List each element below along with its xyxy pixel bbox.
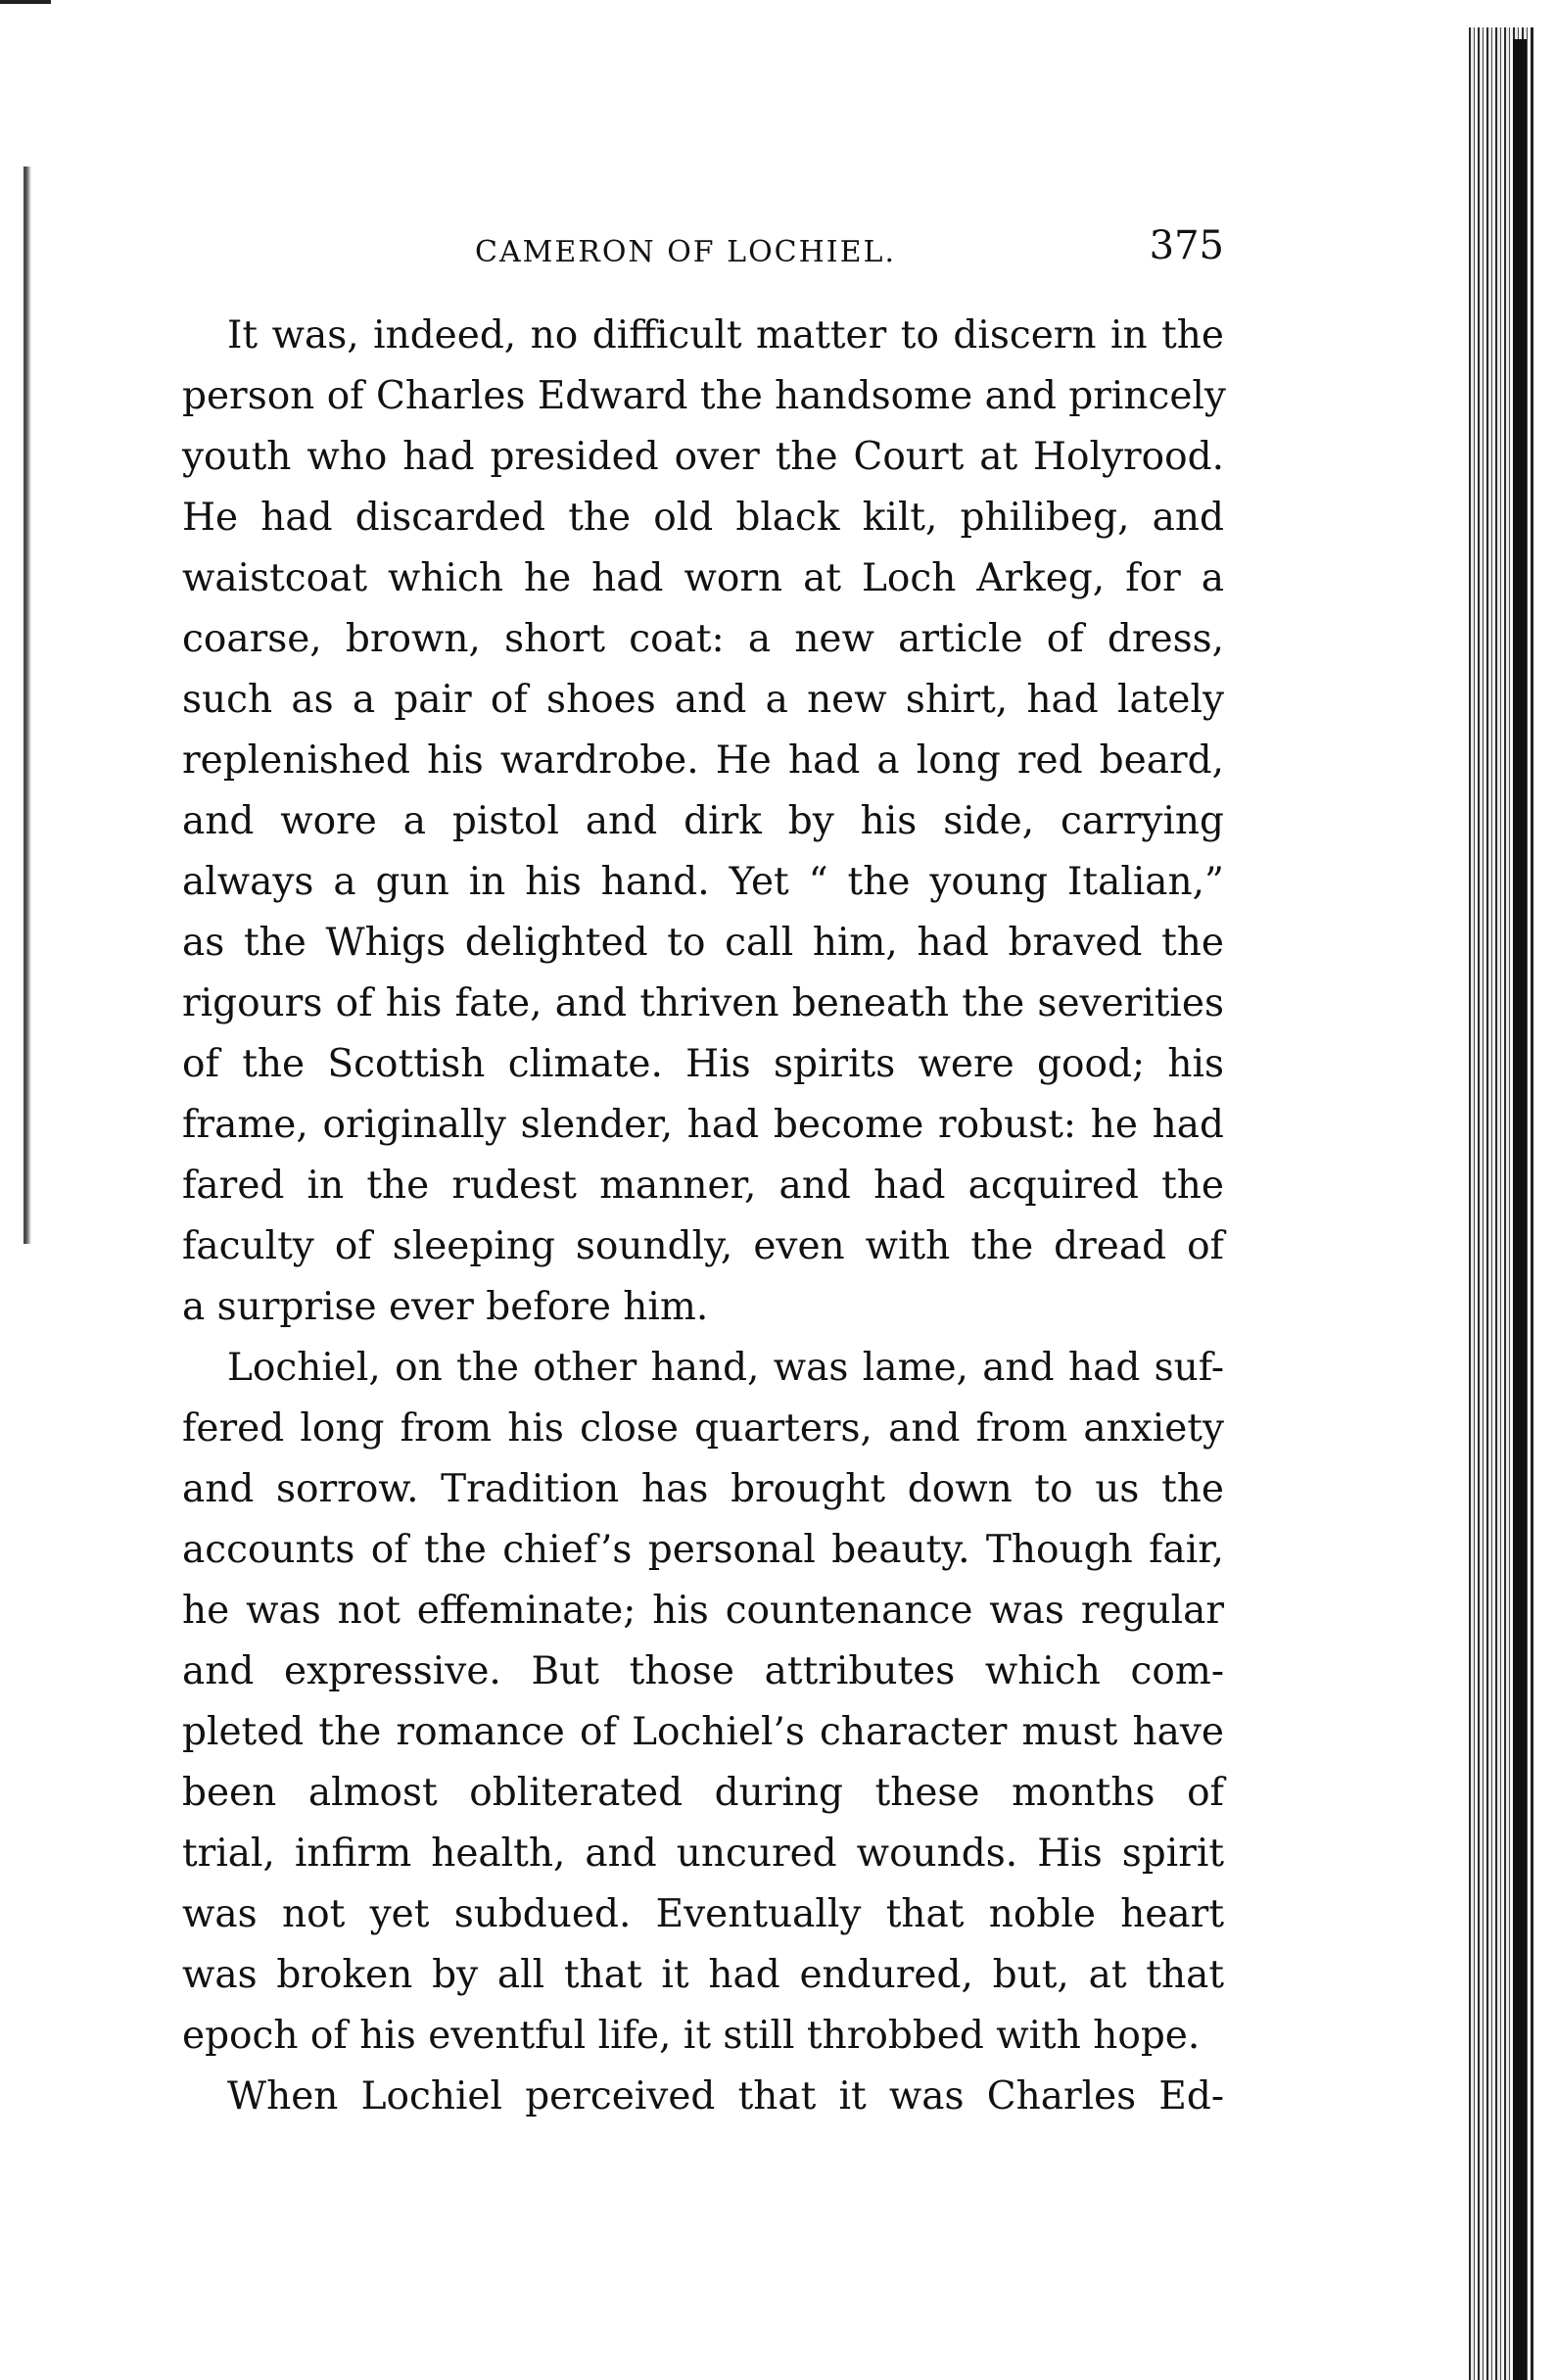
text-line: a surprise ever before him. [182,1285,709,1329]
text-line: always a gun in his hand. Yet “ the young Italian,” [182,860,1224,904]
text-line: waistcoat which he had worn at Loch Arkeg, for a [182,556,1224,600]
page-header [186,223,1224,282]
text-line: Lochiel, on the other hand, was lame, and had suf- [227,1346,1224,1390]
text-line: such as a pair of shoes and a new shirt, had lately [182,678,1224,722]
scan-artifact-binding-dark [1513,39,1527,2380]
text-line: coarse, brown, short coat: a new article of dress, [182,617,1224,661]
body-text [182,306,1224,2127]
text-line: He had discarded the old black kilt, philibeg, and [182,496,1224,540]
scan-artifact-binding-edge [1531,27,1556,2380]
text-line: of the Scottish climate. His spirits were good; his [182,1042,1224,1086]
text-line: and expressive. But those attributes which com- [182,1649,1224,1693]
text-line: been almost obliterated during these months of [182,1771,1224,1815]
text-line: was not yet subdued. Eventually that noble heart [182,1892,1224,1936]
page-number: 375 [1149,223,1224,268]
running-head: CAMERON OF LOCHIEL. [475,235,896,269]
paragraph-2 [182,1338,1224,2067]
text-line: he was not effeminate; his countenance was regular [182,1589,1224,1633]
text-line: fared in the rudest manner, and had acquired the [182,1164,1224,1208]
paragraph-3 [182,2067,1224,2127]
text-line: person of Charles Edward the handsome and princely [182,374,1226,418]
scan-artifact-top [0,0,51,4]
text-line: youth who had presided over the Court at Holyrood. [182,435,1224,479]
text-line: fered long from his close quarters, and from anxiety [182,1406,1224,1451]
paragraph-1 [182,306,1224,1338]
text-line: When Lochiel perceived that it was Charles Ed- [227,2074,1224,2118]
text-line: trial, infirm health, and uncured wounds. His spirit [182,1832,1224,1876]
text-line: was broken by all that it had endured, but, at that [182,1953,1224,1997]
text-line: faculty of sleeping soundly, even with the dread of [182,1224,1224,1268]
text-line: epoch of his eventful life, it still throbbed with hope. [182,2014,1201,2058]
text-line: pleted the romance of Lochiel’s character must have [182,1710,1224,1754]
text-line: rigours of his fate, and thriven beneath the severities [182,981,1224,1025]
text-line: and sorrow. Tradition has brought down to us the [182,1467,1224,1511]
text-line: frame, originally slender, had become robust: he had [182,1103,1224,1147]
text-line: It was, indeed, no difficult matter to discern in the [227,313,1224,357]
text-line: accounts of the chief’s personal beauty. Though fair, [182,1528,1224,1572]
text-line: replenished his wardrobe. He had a long red beard, [182,738,1224,783]
text-line: and wore a pistol and dirk by his side, carrying [182,799,1224,843]
text-line: as the Whigs delighted to call him, had braved the [182,921,1224,965]
scan-artifact-binding [1469,27,1539,2380]
scan-artifact-left-edge [24,167,31,1244]
